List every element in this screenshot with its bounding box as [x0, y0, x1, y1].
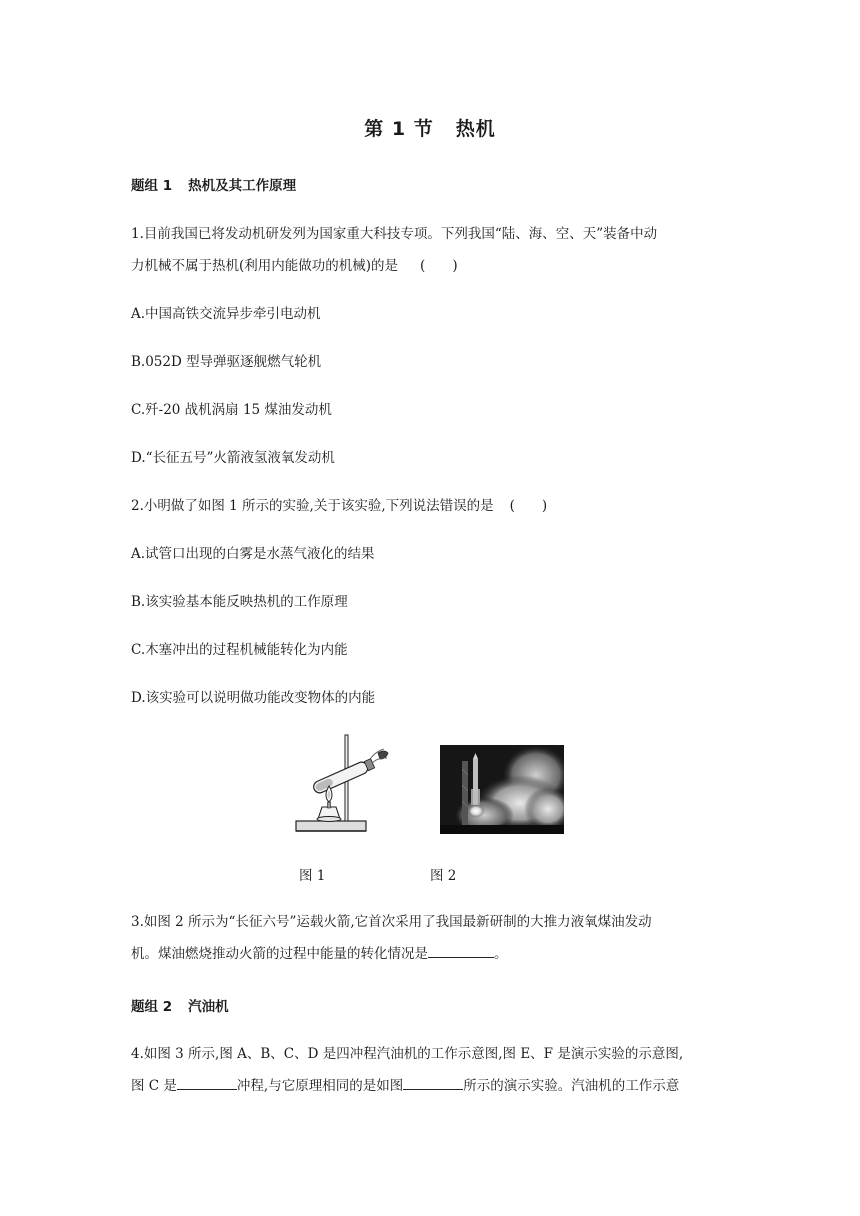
- q4-stem-line1: 4.如图 3 所示,图 A、B、C、D 是四冲程汽油机的工作示意图,图 E、F 是演示实验的示意图,: [131, 1046, 684, 1062]
- q4-stem-line2: [131, 1074, 741, 1094]
- figure-1-caption: 图 1: [299, 868, 326, 884]
- q1-stem-line2: [131, 254, 741, 274]
- q1-stem-text: 力机械不属于热机(利用内能做功的机械)的是: [131, 258, 399, 274]
- q4-text-b: 冲程,与它原理相同的是如图: [236, 1078, 404, 1094]
- group-label: 题组 1: [131, 178, 173, 194]
- q4-text-c: 所示的演示实验。汽油机的工作示意: [463, 1078, 680, 1094]
- q2-answer-paren[interactable]: ( ): [509, 498, 548, 514]
- q1-option-d[interactable]: D.“长征五号”火箭液氢液氧发动机: [131, 450, 335, 466]
- q3-stem-line1: 3.如图 2 所示为“长征六号”运载火箭,它首次采用了我国最新研制的大推力液氧煤油发动: [131, 914, 652, 930]
- q1-option-c[interactable]: C.歼-20 战机涡扇 15 煤油发动机: [131, 402, 332, 418]
- section-name: 热机: [455, 118, 496, 140]
- group-heading-2: [131, 995, 229, 1015]
- page-title: [0, 114, 860, 141]
- q3-stem-text: 机。煤油燃烧推动火箭的过程中能量的转化情况是: [131, 946, 428, 962]
- q3-stem-line2: [131, 942, 741, 962]
- q3-answer-blank[interactable]: [428, 943, 494, 958]
- figure-1-test-tube-experiment: [292, 733, 392, 837]
- q3-stem-end: 。: [494, 946, 508, 962]
- group-name: 热机及其工作原理: [188, 178, 297, 194]
- q1-answer-paren[interactable]: ( ): [420, 258, 458, 274]
- q2-option-d[interactable]: D.该实验可以说明做功能改变物体的内能: [131, 690, 376, 706]
- q4-text-a: 图 C 是: [131, 1078, 177, 1094]
- group-name: 汽油机: [188, 999, 229, 1015]
- q1-stem-line1: 1.目前我国已将发动机研发列为国家重大科技专项。下列我国“陆、海、空、天”装备中动: [131, 226, 658, 242]
- group-label: 题组 2: [131, 999, 173, 1015]
- figure-2-rocket-launch-photo: [440, 745, 564, 834]
- q1-option-b[interactable]: B.052D 型导弹驱逐舰燃气轮机: [131, 354, 322, 370]
- q2-option-c[interactable]: C.木塞冲出的过程机械能转化为内能: [131, 642, 348, 658]
- q2-stem-text: 2.小明做了如图 1 所示的实验,关于该实验,下列说法错误的是: [131, 498, 494, 514]
- q2-option-a[interactable]: A.试管口出现的白雾是水蒸气液化的结果: [131, 546, 375, 562]
- q4-stroke-blank[interactable]: [177, 1075, 237, 1090]
- q4-figure-blank[interactable]: [403, 1075, 463, 1090]
- figure-2-caption: 图 2: [430, 868, 457, 884]
- section-number: 第 1 节: [364, 118, 434, 140]
- group-heading-1: [131, 174, 296, 194]
- q2-stem: [131, 494, 741, 514]
- q1-option-a[interactable]: A.中国高铁交流异步牵引电动机: [131, 306, 321, 322]
- q2-option-b[interactable]: B.该实验基本能反映热机的工作原理: [131, 594, 348, 610]
